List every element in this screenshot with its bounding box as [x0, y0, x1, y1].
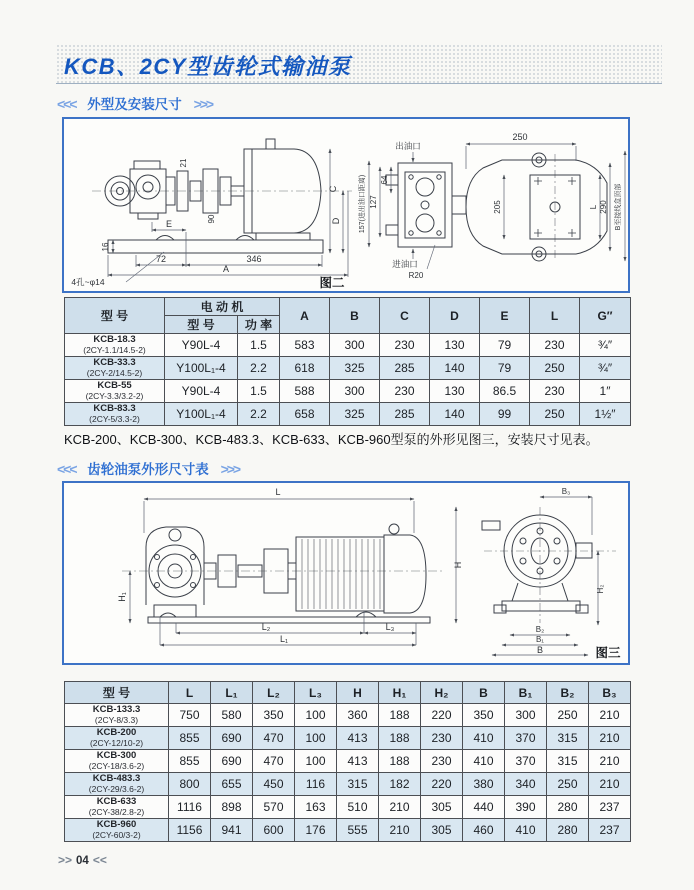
cell: 250	[547, 704, 589, 727]
dim-label-346: 346	[246, 254, 262, 264]
cell: 210	[589, 727, 631, 750]
cell: 210	[379, 819, 421, 842]
cell: 100	[295, 727, 337, 750]
table-row	[65, 403, 631, 426]
cell: 210	[589, 773, 631, 796]
cell: 325	[330, 357, 380, 380]
cell: 470	[253, 727, 295, 750]
cell: 130	[430, 380, 480, 403]
cell: 300	[505, 704, 547, 727]
section-heading-install-dimensions	[57, 93, 212, 113]
cell: Y100L₁-4	[165, 403, 238, 426]
cell: 390	[505, 796, 547, 819]
page-number-left-arrows: >>	[58, 853, 73, 867]
cell: 79	[480, 357, 530, 380]
cell: 99	[480, 403, 530, 426]
fig2-side-labels	[71, 158, 341, 287]
cell: 210	[379, 796, 421, 819]
dim-label-64: 64	[380, 175, 389, 185]
cell: Y90L-4	[165, 334, 238, 357]
cell: 315	[547, 750, 589, 773]
cell: 410	[505, 819, 547, 842]
model-alt-name: (2CY-2/14.5-2)	[86, 367, 143, 378]
cell: 800	[169, 773, 211, 796]
page-number-right-arrows: <<	[92, 853, 107, 867]
column-header-g: G″	[580, 298, 631, 334]
cell: 188	[379, 704, 421, 727]
cell: 413	[337, 727, 379, 750]
figure-2-installation-drawing	[62, 117, 630, 293]
model-alt-name: (2CY-38/2.8-2)	[88, 806, 145, 817]
section1-label: 外型及安装尺寸	[87, 97, 182, 112]
model-alt-name: (2CY-1.1/14.5-2)	[83, 344, 146, 355]
page-header	[56, 44, 662, 84]
table2-header	[65, 682, 631, 704]
dim-label-b2: B₂	[535, 625, 545, 634]
note-text: KCB-200、KCB-300、KCB-483.3、KCB-633、KCB-960型泵的外形见图三，安装尺寸见表。	[64, 432, 599, 447]
column-header-b: B	[330, 298, 380, 334]
column-header-h1: H₁	[379, 682, 421, 704]
cell: 340	[505, 773, 547, 796]
fig3-pump-side-view	[122, 524, 442, 623]
dim-label-21: 21	[179, 158, 188, 168]
cell: 370	[505, 727, 547, 750]
fig3-end-labels	[536, 487, 621, 660]
cell: 79	[480, 334, 530, 357]
cell: 855	[169, 727, 211, 750]
dim-label-16: 16	[101, 242, 110, 252]
cell: 86.5	[480, 380, 530, 403]
cell: 300	[330, 380, 380, 403]
section2-label: 齿轮油泵外形尺寸表	[87, 462, 209, 477]
dim-label-l: L	[589, 204, 598, 210]
figure-3-outline-drawing	[62, 481, 630, 665]
cell: 655	[211, 773, 253, 796]
column-header-l3: L₃	[295, 682, 337, 704]
fig3-side-labels	[117, 487, 463, 644]
column-header-b3: B₃	[589, 682, 631, 704]
cell: 583	[280, 334, 330, 357]
cell: 210	[589, 704, 631, 727]
page-title: KCB、2CY型齿轮式输油泵	[64, 54, 352, 79]
model-cell	[65, 380, 165, 403]
cell: 618	[280, 357, 330, 380]
model-alt-name: (2CY-8/3.3)	[94, 714, 139, 725]
dim-label-l3: L₃	[385, 622, 395, 632]
dim-label-h: H	[453, 561, 463, 569]
model-name: KCB-633	[96, 795, 137, 807]
cell: 188	[379, 727, 421, 750]
cell: 941	[211, 819, 253, 842]
page-number-value: 04	[76, 855, 89, 867]
cell: 413	[337, 750, 379, 773]
cell: Y100L₁-4	[165, 357, 238, 380]
cell: 690	[211, 750, 253, 773]
cell: ¾″	[580, 334, 631, 357]
angle-right-decoration: >>>	[193, 96, 213, 112]
column-header-l1: L₁	[211, 682, 253, 704]
cell: 315	[547, 727, 589, 750]
dim-label-b1: B₁	[535, 635, 545, 644]
cell: 460	[463, 819, 505, 842]
model-name: KCB-18.3	[93, 333, 136, 345]
figure-2-svg	[64, 119, 628, 291]
dim-label-b: B	[536, 645, 544, 655]
cell: 690	[211, 727, 253, 750]
cell: 250	[530, 403, 580, 426]
dim-label-127: 127	[369, 195, 378, 209]
table-row	[65, 334, 631, 357]
column-header-a: A	[280, 298, 330, 334]
fig2-pump-side-view	[92, 139, 352, 253]
cell: 285	[380, 403, 430, 426]
table-row	[65, 727, 631, 750]
cell: 305	[421, 819, 463, 842]
cell: 230	[421, 727, 463, 750]
model-alt-name: (2CY-60/3-2)	[92, 829, 141, 840]
table-row	[65, 819, 631, 842]
cell: 325	[330, 403, 380, 426]
column-header-motor-model: 型 号	[165, 316, 238, 334]
model-cell	[65, 357, 165, 380]
cell: 230	[380, 380, 430, 403]
cell: ¾″	[580, 357, 631, 380]
r20-label: R20	[408, 271, 424, 280]
cell: 230	[530, 380, 580, 403]
column-header-model: 型 号	[65, 682, 169, 704]
installation-dimensions-table	[64, 297, 631, 426]
figure-2-caption: 图二	[319, 276, 345, 290]
column-header-model: 型 号	[65, 298, 165, 334]
cell: 300	[330, 334, 380, 357]
cell: 315	[337, 773, 379, 796]
cell: 1½″	[580, 403, 631, 426]
cell: 580	[211, 704, 253, 727]
cell: 230	[421, 750, 463, 773]
inlet-label: 进油口	[392, 259, 418, 269]
column-header-c: C	[380, 298, 430, 334]
cell: 250	[547, 773, 589, 796]
column-header-l: L	[530, 298, 580, 334]
cell: 1156	[169, 819, 211, 842]
cell: 370	[505, 750, 547, 773]
dim-label-h1: H₁	[117, 592, 127, 602]
outlet-label: 出油口	[395, 141, 421, 151]
table-row	[65, 357, 631, 380]
fig3-pump-end-view	[482, 507, 616, 623]
cell: 658	[280, 403, 330, 426]
dim-label-90: 90	[207, 214, 216, 224]
fig2-motor-top-view	[466, 153, 607, 261]
cell: 130	[430, 334, 480, 357]
model-cell	[65, 334, 165, 357]
column-header-b2: B₂	[547, 682, 589, 704]
table-row	[65, 750, 631, 773]
dim-label-e: E	[165, 219, 173, 229]
cell: 1.5	[238, 334, 280, 357]
model-cell	[65, 819, 169, 842]
model-alt-name: (2CY-3.3/3.2-2)	[85, 390, 144, 401]
model-cell	[65, 773, 169, 796]
model-name: KCB-200	[96, 726, 137, 738]
table-row	[65, 796, 631, 819]
column-header-l2: L₂	[253, 682, 295, 704]
cell: 230	[380, 334, 430, 357]
cell: 440	[463, 796, 505, 819]
model-name: KCB-55	[97, 379, 132, 391]
column-header-motor: 电 动 机	[165, 298, 280, 316]
fig2-port-labels	[357, 141, 424, 280]
cell: 2.2	[238, 357, 280, 380]
column-header-d: D	[430, 298, 480, 334]
cell: 380	[463, 773, 505, 796]
dim-label-d: D	[331, 217, 341, 225]
fig2-pump-top-view	[386, 163, 466, 247]
dim-label-l: L	[275, 487, 281, 497]
holes-callout: 4孔~φ14	[71, 277, 105, 287]
column-header-motor-power: 功 率	[238, 316, 280, 334]
cell: 116	[295, 773, 337, 796]
model-name: KCB-483.3	[92, 772, 141, 784]
cell: 510	[337, 796, 379, 819]
model-name: KCB-33.3	[93, 356, 136, 368]
outline-dimensions-table	[64, 681, 631, 842]
cell: 237	[589, 819, 631, 842]
model-alt-name: (2CY-18/3.6-2)	[88, 760, 145, 771]
table-row	[65, 380, 631, 403]
cell: 600	[253, 819, 295, 842]
column-header-h: H	[337, 682, 379, 704]
cell: 450	[253, 773, 295, 796]
column-header-h2: H₂	[421, 682, 463, 704]
model-alt-name: (2CY-29/3.6-2)	[88, 783, 145, 794]
dim-label-b3: B₃	[561, 487, 571, 496]
figure-3-caption: 图三	[595, 646, 621, 660]
cell: 188	[379, 750, 421, 773]
dim-label-290: 290	[599, 200, 608, 214]
cell: 100	[295, 704, 337, 727]
section-heading-outline-table	[57, 458, 239, 478]
cell: 100	[295, 750, 337, 773]
model-name: KCB-83.3	[93, 402, 136, 414]
cell: 410	[463, 750, 505, 773]
column-header-b: B	[463, 682, 505, 704]
model-cell	[65, 796, 169, 819]
column-header-b1: B₁	[505, 682, 547, 704]
cell: 555	[337, 819, 379, 842]
cell: 250	[530, 357, 580, 380]
angle-right-decoration: >>>	[220, 461, 240, 477]
table-row	[65, 773, 631, 796]
dim-label-250: 250	[512, 132, 528, 142]
junction-box-note: B至接线盒顶部	[615, 183, 622, 231]
cell: 220	[421, 704, 463, 727]
angle-left-decoration: <<<	[57, 461, 76, 477]
table1-header	[65, 298, 631, 334]
cell: 305	[421, 796, 463, 819]
dim-label-l1: L₁	[279, 634, 289, 644]
fig2-port-dimension-lines	[369, 152, 435, 269]
cell: 360	[337, 704, 379, 727]
cell: 220	[421, 773, 463, 796]
dim-label-205: 205	[493, 200, 502, 214]
model-cell	[65, 727, 169, 750]
cell: 470	[253, 750, 295, 773]
angle-left-decoration: <<<	[57, 96, 76, 112]
cell: 588	[280, 380, 330, 403]
dim-label-72: 72	[155, 254, 167, 264]
cell: 855	[169, 750, 211, 773]
cell: 163	[295, 796, 337, 819]
cell: 1116	[169, 796, 211, 819]
column-header-l: L	[169, 682, 211, 704]
table-row	[65, 704, 631, 727]
model-alt-name: (2CY-12/10-2)	[89, 737, 144, 748]
dim-label-157: 157(进出油口距离)	[359, 174, 366, 234]
cell: 280	[547, 819, 589, 842]
cell: 140	[430, 403, 480, 426]
dim-label-a: A	[222, 264, 230, 274]
figure-3-svg	[64, 483, 628, 663]
fig3-end-dimension-lines	[492, 497, 598, 655]
cell: 285	[380, 357, 430, 380]
cell: 230	[530, 334, 580, 357]
model-cell	[65, 403, 165, 426]
model-cell	[65, 750, 169, 773]
cell: 280	[547, 796, 589, 819]
dim-label-l2: L₂	[261, 622, 271, 632]
cell: 1″	[580, 380, 631, 403]
cell: 210	[589, 750, 631, 773]
cell: 1.5	[238, 380, 280, 403]
model-name: KCB-300	[96, 749, 137, 761]
model-name: KCB-960	[96, 818, 137, 830]
cell: 182	[379, 773, 421, 796]
column-header-e: E	[480, 298, 530, 334]
cell: 750	[169, 704, 211, 727]
cell: 140	[430, 357, 480, 380]
dim-label-c: C	[328, 185, 338, 193]
cell: 350	[253, 704, 295, 727]
cell: 570	[253, 796, 295, 819]
page-number	[58, 853, 107, 867]
cell: 350	[463, 704, 505, 727]
model-cell	[65, 704, 169, 727]
cell: Y90L-4	[165, 380, 238, 403]
model-name: KCB-133.3	[92, 703, 141, 715]
cell: 898	[211, 796, 253, 819]
cell: 410	[463, 727, 505, 750]
cell: 176	[295, 819, 337, 842]
cell: 2.2	[238, 403, 280, 426]
dim-label-h2: H₂	[596, 584, 605, 594]
model-alt-name: (2CY-5/3.3-2)	[89, 413, 140, 424]
cell: 237	[589, 796, 631, 819]
